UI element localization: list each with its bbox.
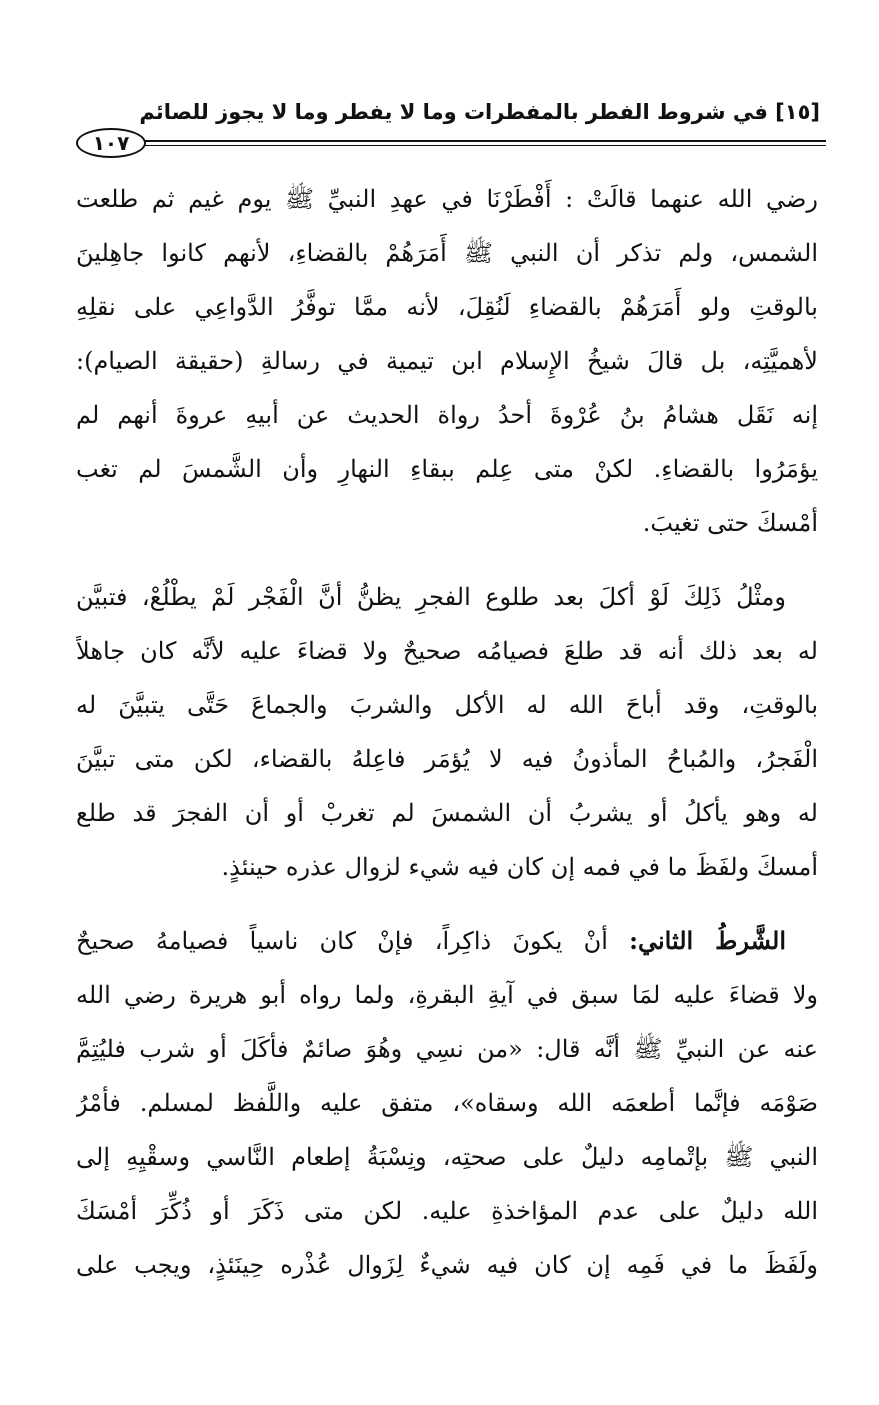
text-line: ولَفَظَ ما في فَمِه إن كان فيه شيءٌ لِزَوال عُذْره حِينَئذٍ، ويجب على bbox=[76, 1251, 818, 1279]
text-line: أمْسكَ حتى تغيبَ. bbox=[642, 509, 818, 537]
paragraph-2 bbox=[76, 570, 818, 894]
text-line: رضي الله عنهما قالَتْ : أَفْطَرْنَا في عهدِ النبيِّ ﷺ يوم غيم ثم طلعت bbox=[76, 185, 818, 213]
text-line: الشمس، ولم تذكر أن النبي ﷺ أَمَرَهُمْ بالقضاءِ، لأنهم كانوا جاهِلينَ bbox=[76, 239, 818, 267]
paragraph-gap bbox=[76, 894, 818, 914]
text-run: أنْ يكونَ ذاكِراً، فإنْ كان ناسياً فصيامهُ صحيحٌ bbox=[76, 927, 608, 955]
header-rule bbox=[130, 140, 826, 142]
page-header bbox=[70, 96, 826, 156]
text-line: عنه عن النبيِّ ﷺ أنَّه قال: «من نسِي وهُوَ صائمٌ فأكَلَ أو شرب فليُتِمَّ bbox=[76, 1035, 818, 1063]
text-line: يؤمَرُوا بالقضاءِ. لكنْ متى عِلم ببقاءِ النهارِ وأن الشَّمسَ لم تغب bbox=[76, 455, 818, 483]
paragraph-gap bbox=[76, 550, 818, 570]
text-line: بالوقتِ، وقد أباحَ الله له الأكل والشربَ والجماعَ حَتَّى يتبيَّنَ له bbox=[76, 691, 818, 719]
running-title: [١٥] في شروط الفطر بالمفطرات وما لا يفطر وما لا يجوز للصائم bbox=[139, 100, 820, 124]
text-line: الله دليلٌ على عدم المؤاخذةِ عليه. لكن متى ذَكَرَ أو ذُكِّرَ أمْسَكَ bbox=[76, 1197, 818, 1225]
body-text bbox=[76, 172, 818, 1292]
text-line: أمسكَ ولفَظَ ما في فمه إن كان فيه شيء لزوال عذره حينئذٍ. bbox=[221, 853, 818, 881]
text-line: إنه نَقَل هشامُ بنُ عُرْوةَ أحدُ رواة الحديث عن أبيهِ عروةَ أنهم لم bbox=[76, 401, 818, 429]
text-line: له بعد ذلك أنه قد طلعَ فصيامُه صحيحٌ ولا قضاءَ عليه لأنَّه كان جاهلاً bbox=[76, 637, 818, 665]
text-line: ولا قضاءَ عليه لمَا سبق في آيةِ البقرةِ، ولما رواه أبو هريرة رضي الله bbox=[76, 981, 818, 1009]
text-line: لأهميَّتِه، بل قالَ شيخُ الإِسلام ابن تيمية في رسالةِ (حقيقة الصيام): bbox=[76, 347, 818, 375]
paragraph-1 bbox=[76, 172, 818, 550]
text-line bbox=[76, 914, 818, 968]
header-rule-thin bbox=[130, 145, 826, 146]
text-line: له وهو يأكلُ أو يشربُ أن الشمسَ لم تغربْ أو أن الفجرَ قد طلع bbox=[76, 799, 818, 827]
text-line: بالوقتِ ولو أَمَرَهُمْ بالقضاءِ لَنُقِلَ، لأنه ممَّا توفَّرُ الدَّواعِي على نقلِهِ bbox=[76, 293, 818, 321]
page-number: ١٠٧ bbox=[76, 128, 146, 158]
text-line: الْفَجرُ، والمُباحُ المأذونُ فيه لا يُؤمَر فاعِلهُ بالقضاء، لكن متى تبيَّنَ bbox=[76, 745, 818, 773]
text-line: النبي ﷺ بإتْمامِه دليلٌ على صحتِه، ونِسْبَةُ إطعام النَّاسي وسقْيِهِ إلى bbox=[76, 1143, 818, 1171]
section-lead: الشَّرطُ الثاني: bbox=[629, 926, 787, 955]
paragraph-3 bbox=[76, 914, 818, 1292]
text-line: ومثْلُ ذَلِكَ لَوْ أكلَ بعد طلوع الفجرِ يظنُّ أنَّ الْفَجْر لَمْ يطْلُعْ، فتبيَّن bbox=[76, 583, 786, 611]
text-line: صَوْمَه فإنَّما أطعمَه الله وسقاه»، متفق عليه واللَّفظ لمسلم. فأمْرُ bbox=[76, 1089, 818, 1117]
